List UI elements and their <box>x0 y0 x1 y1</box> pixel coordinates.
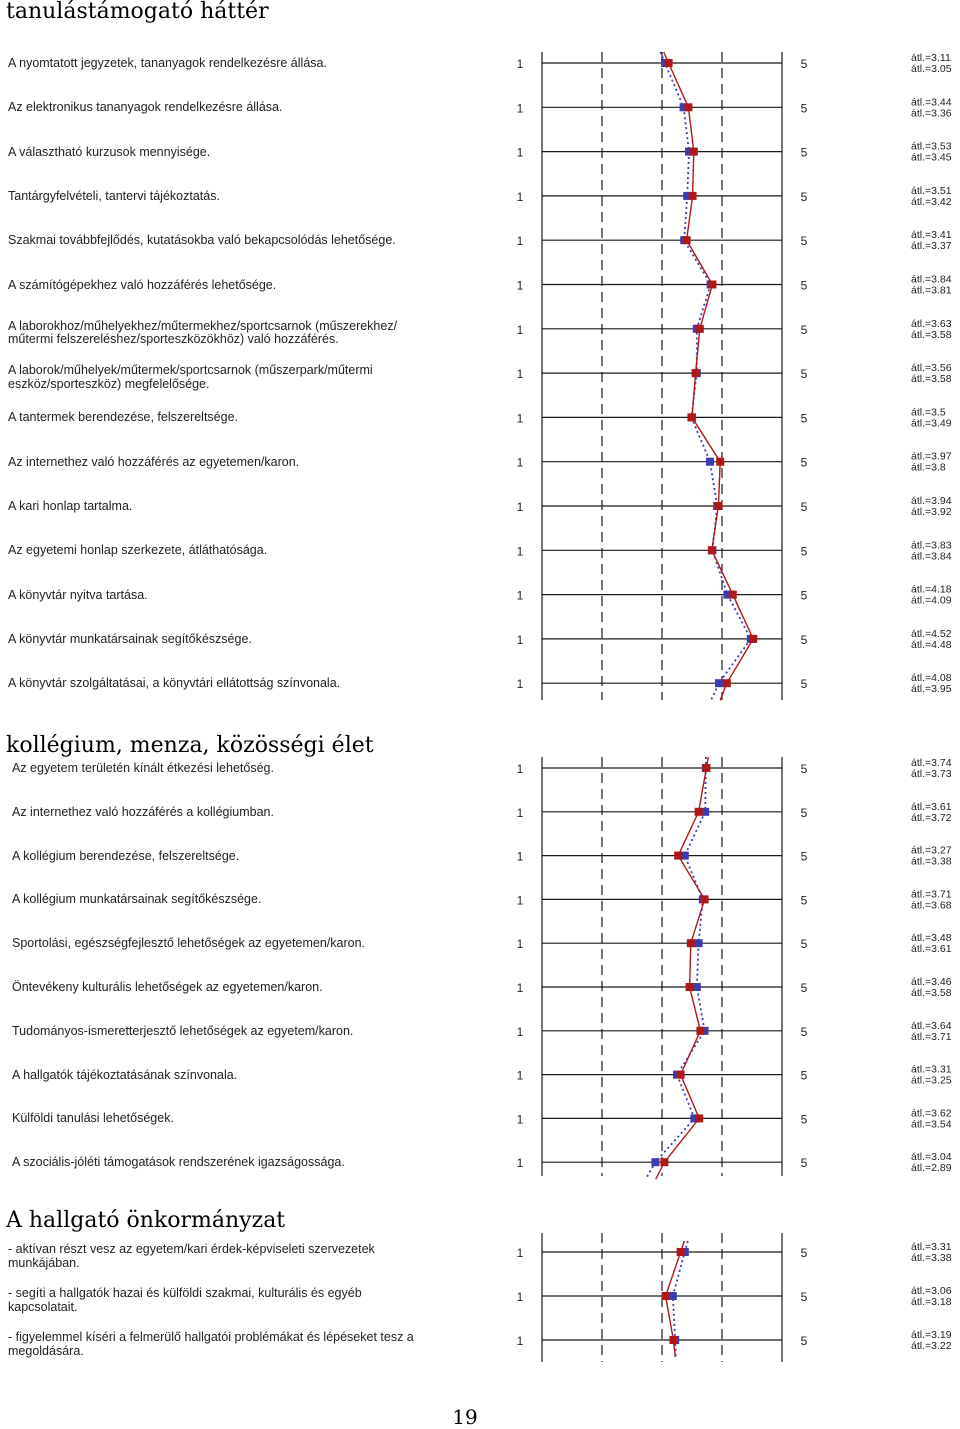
stat-series-2: átl.=3.37 <box>911 240 952 253</box>
stat-series-1: átl.=3.44 <box>911 96 952 109</box>
scale-max-label: 5 <box>800 849 808 864</box>
stat-series-2: átl.=3.61 <box>911 943 952 956</box>
scale-max-label: 5 <box>800 367 808 382</box>
scale-min-label: 1 <box>516 189 524 204</box>
stat-series-1: átl.=4.18 <box>911 583 952 596</box>
stat-series-1: átl.=3.11 <box>911 52 951 64</box>
scale-max-label: 5 <box>800 981 808 995</box>
stat-series-2: átl.=3.58 <box>911 328 952 341</box>
scale-min-label: 1 <box>516 588 524 603</box>
item-label: A laborokhoz/műhelyekhez/műtermekhez/sportcsarnok (műszerekhez/ műtermi felszereléshez/sporteszközökhöz) való hozzáférés. <box>8 318 398 347</box>
item-label: A könyvtár szolgáltatásai, a könyvtári ellátottság színvonala. <box>8 676 341 691</box>
scale-max-label: 5 <box>800 322 808 337</box>
scale-min-label: 1 <box>516 1334 524 1348</box>
stat-series-1: átl.=3.48 <box>911 932 952 945</box>
item-label: A könyvtár munkatársainak segítőkészsége. <box>8 631 252 646</box>
stat-series-1: átl.=3.62 <box>911 1107 952 1120</box>
scale-min-label: 1 <box>516 1068 524 1083</box>
stat-series-1: átl.=3.94 <box>911 495 952 507</box>
series-1-point <box>692 369 700 377</box>
scale-min-label: 1 <box>516 1156 524 1171</box>
series-1-point <box>701 895 709 903</box>
stat-series-2: átl.=3.22 <box>911 1340 952 1352</box>
scale-min-label: 1 <box>516 677 524 692</box>
item-label: Szakmai továbbfejlődés, kutatásokba való bekapcsolódás lehetősége. <box>8 233 396 248</box>
scale-min-label: 1 <box>516 57 524 71</box>
chart-2 <box>542 757 782 1179</box>
series-1-point <box>702 764 710 772</box>
scale-max-label: 5 <box>800 411 808 426</box>
stat-series-1: átl.=3.46 <box>911 976 952 988</box>
item-label: Az internethez való hozzáférés az egyetemen/karon. <box>8 454 300 469</box>
stat-series-1: átl.=4.08 <box>911 672 952 685</box>
scale-max-label: 5 <box>800 588 808 603</box>
stat-series-1: átl.=3.27 <box>911 844 952 857</box>
section-title: tanulástámogató háttér <box>6 0 269 24</box>
scale-max-label: 5 <box>800 455 808 470</box>
scale-max-label: 5 <box>800 234 808 249</box>
series-1-point <box>696 325 704 333</box>
scale-max-label: 5 <box>800 544 808 559</box>
scale-min-label: 1 <box>516 1290 524 1304</box>
item-label: - segíti a hallgatók hazai és külföldi szakmai, kulturális és egyéb kapcsolatait. <box>8 1286 362 1314</box>
stat-series-2: átl.=3.38 <box>911 855 952 868</box>
scale-min-label: 1 <box>516 455 524 470</box>
stat-series-1: átl.=3.84 <box>911 273 952 286</box>
item-label: Sportolási, egészségfejlesztő lehetőségek az egyetemen/karon. <box>12 936 365 951</box>
scale-min-label: 1 <box>516 101 524 116</box>
scale-max-label: 5 <box>800 189 808 204</box>
series-1-point <box>665 59 673 67</box>
stat-series-1: átl.=3.31 <box>911 1063 952 1076</box>
scale-min-label: 1 <box>516 322 524 337</box>
stat-series-1: átl.=3.56 <box>911 362 952 375</box>
series-1-point <box>684 103 692 111</box>
stat-series-2: átl.=3.81 <box>911 284 952 297</box>
scale-min-label: 1 <box>516 849 524 864</box>
item-label: A kollégium berendezése, felszereltsége. <box>12 848 240 863</box>
stat-series-2: átl.=3.92 <box>911 506 952 518</box>
scale-min-label: 1 <box>516 893 524 908</box>
series-1-point <box>660 1158 668 1166</box>
item-label: Az egyetem területén kínált étkezési lehetőség. <box>12 761 274 775</box>
series-1-point <box>669 1336 677 1344</box>
series-1-point <box>696 1027 704 1035</box>
series-1-point <box>690 148 698 156</box>
page-number: 19 <box>452 1405 478 1429</box>
stat-series-2: átl.=3.68 <box>911 899 952 912</box>
scale-min-label: 1 <box>516 1024 524 1039</box>
series-1-point <box>695 1114 703 1122</box>
series-1-point <box>662 1292 670 1300</box>
series-1-point <box>749 635 757 643</box>
scale-max-label: 5 <box>800 893 808 908</box>
series-1-point <box>708 281 716 289</box>
scale-max-label: 5 <box>800 1156 808 1171</box>
series-2-point <box>706 458 714 466</box>
stat-series-2: átl.=3.73 <box>911 768 952 780</box>
item-label: A választható kurzusok mennyisége. <box>8 144 211 159</box>
stat-series-1: átl.=3.74 <box>911 757 952 769</box>
series-2-point <box>695 939 703 947</box>
stat-series-2: átl.=3.58 <box>911 987 952 999</box>
scale-max-label: 5 <box>800 1246 808 1260</box>
stat-series-2: átl.=3.72 <box>911 811 952 824</box>
item-label: A könyvtár nyitva tartása. <box>8 587 148 602</box>
item-label: Az elektronikus tananyagok rendelkezésre állása. <box>8 100 283 115</box>
stat-series-2: átl.=3.54 <box>911 1118 952 1131</box>
stat-series-1: átl.=3.5 <box>911 406 946 419</box>
stat-series-1: átl.=3.31 <box>911 1241 952 1253</box>
section-title: kollégium, menza, közösségi élet <box>6 733 374 758</box>
stat-series-2: átl.=3.42 <box>911 195 952 208</box>
scale-max-label: 5 <box>800 101 808 116</box>
scale-max-label: 5 <box>800 937 808 952</box>
item-label: A kari honlap tartalma. <box>8 499 133 513</box>
item-label: A kollégium munkatársainak segítőkészsége. <box>12 892 262 907</box>
stat-series-2: átl.=4.09 <box>911 594 952 607</box>
series-1-line <box>664 52 754 700</box>
stat-series-1: átl.=3.06 <box>911 1285 952 1297</box>
series-1-point <box>714 502 722 510</box>
item-label: A számítógépekhez való hozzáférés lehetősége. <box>8 277 277 292</box>
stat-series-2: átl.=3.25 <box>911 1074 952 1087</box>
stat-series-1: átl.=3.61 <box>911 800 952 813</box>
scale-min-label: 1 <box>516 278 524 293</box>
series-2-point <box>669 1292 677 1300</box>
stat-series-2: átl.=4.48 <box>911 638 952 651</box>
stat-series-1: átl.=3.64 <box>911 1019 952 1032</box>
series-1-point <box>688 413 696 421</box>
stat-series-2: átl.=3.71 <box>911 1030 952 1043</box>
scale-min-label: 1 <box>516 544 524 559</box>
stat-series-2: átl.=3.05 <box>911 63 952 75</box>
series-2-point <box>715 679 723 687</box>
series-1-point <box>687 939 695 947</box>
scale-max-label: 5 <box>800 677 808 692</box>
scale-max-label: 5 <box>800 57 808 71</box>
stat-series-1: átl.=4.52 <box>911 627 952 640</box>
series-1-point <box>674 852 682 860</box>
stat-series-2: átl.=3.49 <box>911 417 952 430</box>
item-label: Tudományos-ismeretterjesztő lehetőségek az egyetem/karon. <box>12 1023 354 1038</box>
scale-max-label: 5 <box>800 278 808 293</box>
item-label: A laborok/műhelyek/műtermek/sportcsarnok (műszerpark/műtermi eszköz/sporteszköz) megfelelősége. <box>8 363 373 391</box>
scale-max-label: 5 <box>800 1334 808 1348</box>
chart-3 <box>542 1233 782 1362</box>
item-label: Tantárgyfelvételi, tantervi tájékoztatás. <box>8 188 220 203</box>
stat-series-1: átl.=3.83 <box>911 539 952 552</box>
scale-max-label: 5 <box>800 632 808 647</box>
scale-min-label: 1 <box>516 632 524 647</box>
scale-min-label: 1 <box>516 1112 524 1127</box>
stat-series-2: átl.=3.8 <box>911 461 946 474</box>
scale-min-label: 1 <box>516 805 524 820</box>
stat-series-2: átl.=2.89 <box>911 1162 952 1175</box>
stat-series-2: átl.=3.38 <box>911 1252 952 1264</box>
stat-series-2: átl.=3.58 <box>911 373 952 386</box>
item-label: Külföldi tanulási lehetőségek. <box>12 1111 174 1126</box>
series-1-point <box>695 808 703 816</box>
chart-1 <box>542 52 782 700</box>
scale-max-label: 5 <box>800 1068 808 1083</box>
stat-series-2: átl.=3.18 <box>911 1296 952 1308</box>
item-label: Az egyetemi honlap szerkezete, átláthatósága. <box>8 543 268 558</box>
item-label: - figyelemmel kíséri a felmerülő hallgatói problémákat és lépéseket tesz a megoldására. <box>8 1330 414 1358</box>
item-label: Az internethez való hozzáférés a kollégiumban. <box>12 804 274 819</box>
stat-series-1: átl.=3.97 <box>911 450 952 463</box>
item-label: A nyomtatott jegyzetek, tananyagok rendelkezésre állása. <box>8 56 327 70</box>
section-title: A hallgató önkormányzat <box>6 1208 286 1233</box>
series-1-point <box>686 983 694 991</box>
item-label: A tantermek berendezése, felszereltsége. <box>8 410 238 425</box>
scale-min-label: 1 <box>516 500 524 514</box>
stat-series-2: átl.=3.36 <box>911 107 952 120</box>
stat-series-1: átl.=3.71 <box>911 888 952 901</box>
series-1-point <box>729 591 737 599</box>
scale-min-label: 1 <box>516 981 524 995</box>
scale-min-label: 1 <box>516 145 524 160</box>
scale-max-label: 5 <box>800 805 808 820</box>
scale-max-label: 5 <box>800 500 808 514</box>
series-1-point <box>683 236 691 244</box>
series-1-point <box>716 458 724 466</box>
series-2-point <box>693 983 701 991</box>
scale-max-label: 5 <box>800 1112 808 1127</box>
item-label: A szociális-jóléti támogatások rendszerének igazságossága. <box>12 1155 345 1170</box>
series-1-point <box>689 192 697 200</box>
stat-series-1: átl.=3.41 <box>911 229 952 242</box>
scale-max-label: 5 <box>800 145 808 160</box>
stat-series-1: átl.=3.04 <box>911 1151 952 1164</box>
series-1-point <box>677 1071 685 1079</box>
stat-series-2: átl.=3.84 <box>911 550 952 563</box>
item-label: A hallgatók tájékoztatásának színvonala. <box>12 1067 238 1082</box>
series-2-point <box>651 1158 659 1166</box>
stat-series-1: átl.=3.63 <box>911 317 952 330</box>
stat-series-1: átl.=3.53 <box>911 140 952 153</box>
series-1-point <box>723 679 731 687</box>
series-1-point <box>708 546 716 554</box>
scale-max-label: 5 <box>800 1290 808 1304</box>
scale-min-label: 1 <box>516 367 524 382</box>
scale-min-label: 1 <box>516 1246 524 1260</box>
item-label: - aktívan részt vesz az egyetem/kari érdek-képviseleti szervezetek munkájában. <box>8 1242 375 1270</box>
series-1-point <box>677 1248 685 1256</box>
stat-series-1: átl.=3.51 <box>911 184 952 197</box>
item-label: Öntevékeny kulturális lehetőségek az egyetemen/karon. <box>12 980 323 994</box>
scale-max-label: 5 <box>800 762 808 776</box>
stat-series-1: átl.=3.19 <box>911 1329 952 1341</box>
stat-series-2: átl.=3.95 <box>911 683 952 696</box>
scale-min-label: 1 <box>516 937 524 952</box>
scale-max-label: 5 <box>800 1024 808 1039</box>
scale-min-label: 1 <box>516 762 524 776</box>
scale-min-label: 1 <box>516 234 524 249</box>
scale-min-label: 1 <box>516 411 524 426</box>
stat-series-2: átl.=3.45 <box>911 151 952 164</box>
